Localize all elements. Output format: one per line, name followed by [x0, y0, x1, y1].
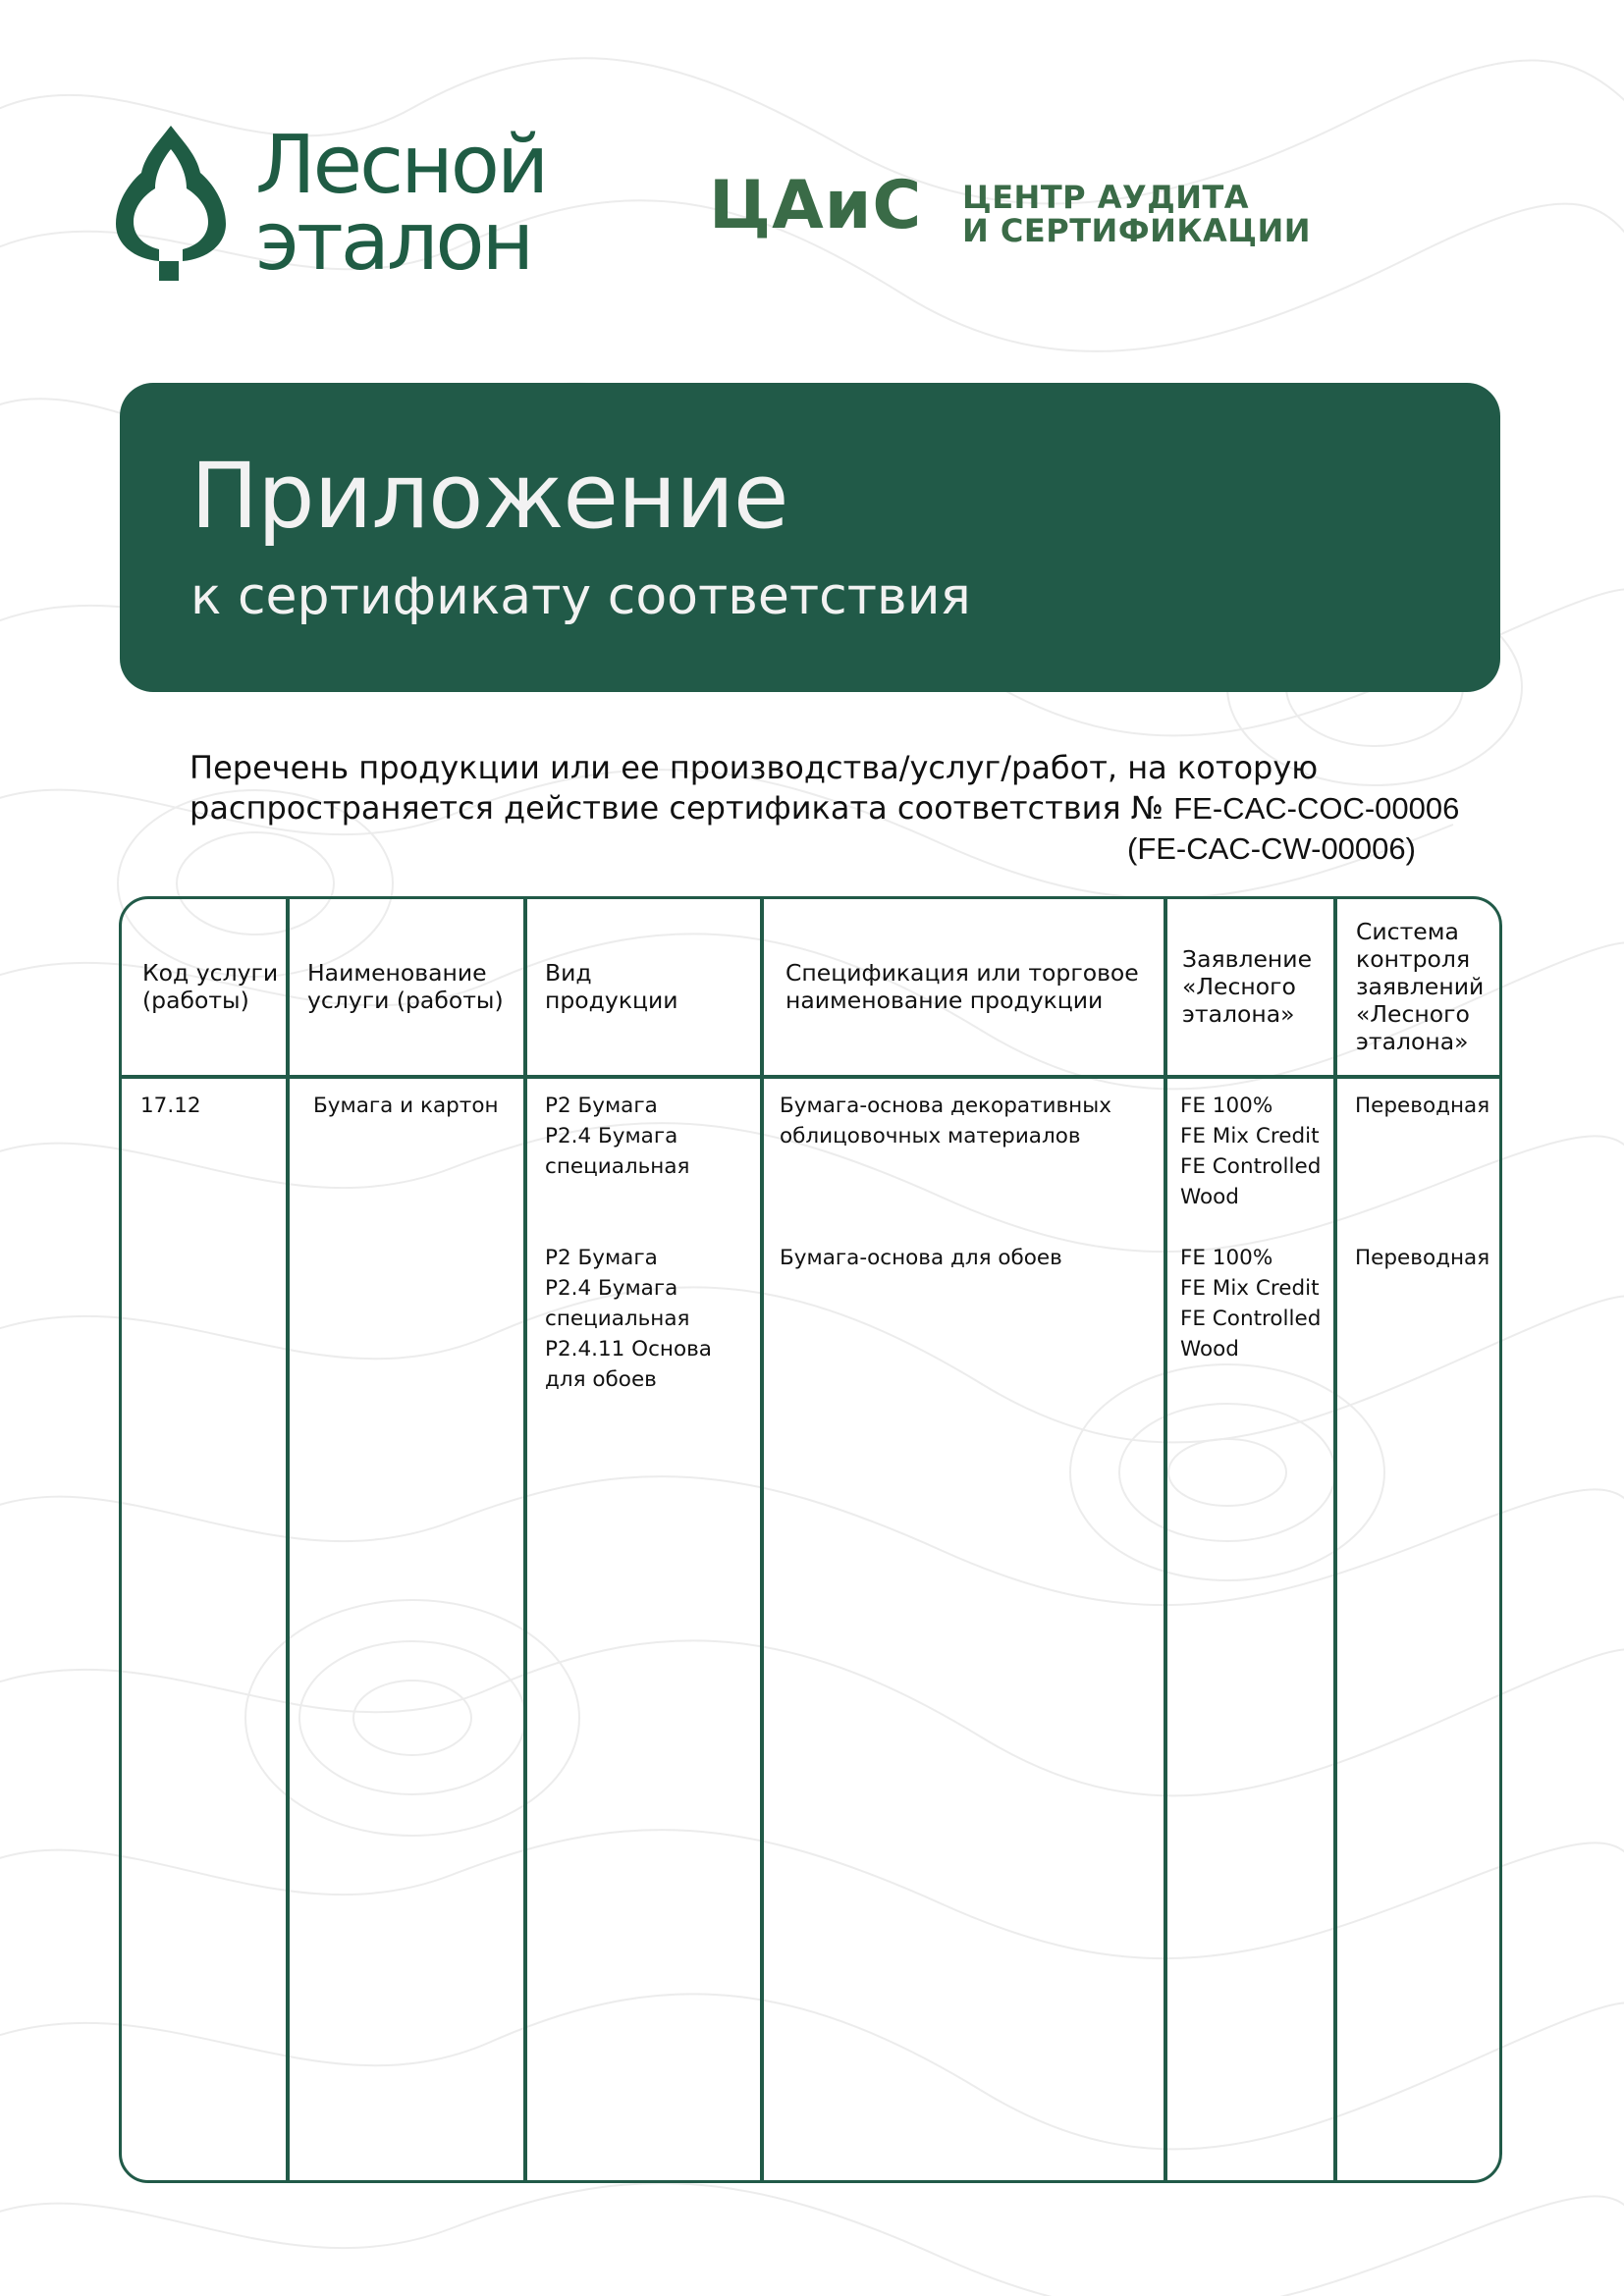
caic-wordmark: [962, 181, 1311, 247]
header-text: Наименование: [307, 959, 487, 987]
header-text: «Лесного: [1182, 973, 1296, 1000]
forest-standard-wordmark: [255, 119, 547, 289]
header-text: эталона»: [1356, 1028, 1469, 1055]
header-claim: [1182, 945, 1312, 1028]
cell-product-type: [545, 1091, 689, 1182]
cell-line: Wood: [1180, 1337, 1239, 1362]
cell-control-system: Переводная: [1355, 1246, 1490, 1270]
page-subtitle: к сертификату соответствия: [190, 567, 971, 626]
header-text: наименование продукции: [785, 987, 1104, 1014]
cell-line: специальная: [545, 1307, 690, 1331]
header-text: Система: [1356, 918, 1459, 945]
column-divider: [1333, 896, 1337, 2183]
forest-standard-logo: [116, 119, 568, 289]
cell-line: FE 100%: [1180, 1094, 1273, 1118]
cell-line: облицовочных материалов: [780, 1124, 1081, 1148]
header-text: услуги (работы): [307, 987, 504, 1014]
cell-line: Wood: [1180, 1185, 1239, 1209]
header-text: Спецификация или торговое: [785, 959, 1139, 987]
cell-line: P2.4 Бумага: [545, 1276, 678, 1301]
cell-line: P2.4 Бумага: [545, 1124, 678, 1148]
cell-line: P2.4.11 Основа: [545, 1337, 712, 1362]
products-table: [119, 896, 1502, 2183]
cell-product-type: [545, 1243, 712, 1395]
header-text: Вид: [545, 959, 592, 987]
caic-line-2: И СЕРТИФИКАЦИИ: [962, 212, 1312, 249]
cell-line: специальная: [545, 1154, 690, 1179]
logo-line-1: Лесной: [255, 119, 547, 212]
logo-line-2: эталон: [255, 195, 532, 289]
caic-mark: ЦАиС: [709, 167, 923, 244]
header-text: Код услуги: [142, 959, 279, 987]
cell-service-name: Бумага и картон: [313, 1094, 499, 1118]
header-text: эталона»: [1182, 1000, 1295, 1028]
caic-line-1: ЦЕНТР АУДИТА: [962, 179, 1250, 216]
header-specification: [785, 959, 1139, 1014]
column-divider: [523, 896, 527, 2183]
intro-line-1: Перечень продукции или ее производства/услуг/работ, на которую: [189, 749, 1319, 786]
tree-icon: [116, 126, 226, 281]
header-divider: [119, 1075, 1502, 1079]
cell-line: P2 Бумага: [545, 1094, 658, 1118]
caic-logo: [709, 169, 1327, 257]
header-service-code: [142, 959, 278, 1014]
cell-line: для обоев: [545, 1367, 657, 1392]
column-divider: [286, 896, 290, 2183]
page-title: Приложение: [190, 444, 788, 549]
header-text: заявлений: [1356, 973, 1485, 1000]
cell-claim: [1180, 1091, 1321, 1212]
table-frame: [119, 896, 1502, 2183]
cell-line: Бумага-основа декоративных: [780, 1094, 1111, 1118]
cell-line: FE Controlled: [1180, 1307, 1322, 1331]
header-text: «Лесного: [1356, 1000, 1470, 1028]
cell-claim: [1180, 1243, 1321, 1364]
column-divider: [760, 896, 764, 2183]
intro-paragraph: [189, 748, 1466, 866]
header-text: контроля: [1356, 945, 1471, 973]
cell-service-code: 17.12: [140, 1094, 201, 1118]
cell-line: P2 Бумага: [545, 1246, 658, 1270]
cell-specification: [780, 1091, 1111, 1151]
cell-line: Бумага-основа для обоев: [780, 1246, 1062, 1270]
header-service-name: [307, 959, 504, 1014]
cell-line: FE Mix Credit: [1180, 1124, 1320, 1148]
cell-specification: [780, 1243, 1062, 1273]
header-control-system: [1356, 918, 1484, 1055]
cell-line: FE Controlled: [1180, 1154, 1322, 1179]
header-text: продукции: [545, 987, 678, 1014]
cell-line: FE 100%: [1180, 1246, 1273, 1270]
intro-line-2-prefix: распространяется действие сертификата соответствия №: [189, 789, 1164, 827]
certificate-number: FE-CAC-COC-00006: [1173, 791, 1460, 826]
cell-line: FE Mix Credit: [1180, 1276, 1320, 1301]
header-product-type: [545, 959, 678, 1014]
column-divider: [1164, 896, 1167, 2183]
certificate-number-alt: (FE-CAC-CW-00006): [1127, 831, 1416, 866]
header-text: Заявление: [1182, 945, 1313, 973]
title-banner: [120, 383, 1500, 692]
cell-control-system: Переводная: [1355, 1094, 1490, 1118]
intro-line-2: [189, 788, 1466, 828]
header-text: (работы): [142, 987, 249, 1014]
